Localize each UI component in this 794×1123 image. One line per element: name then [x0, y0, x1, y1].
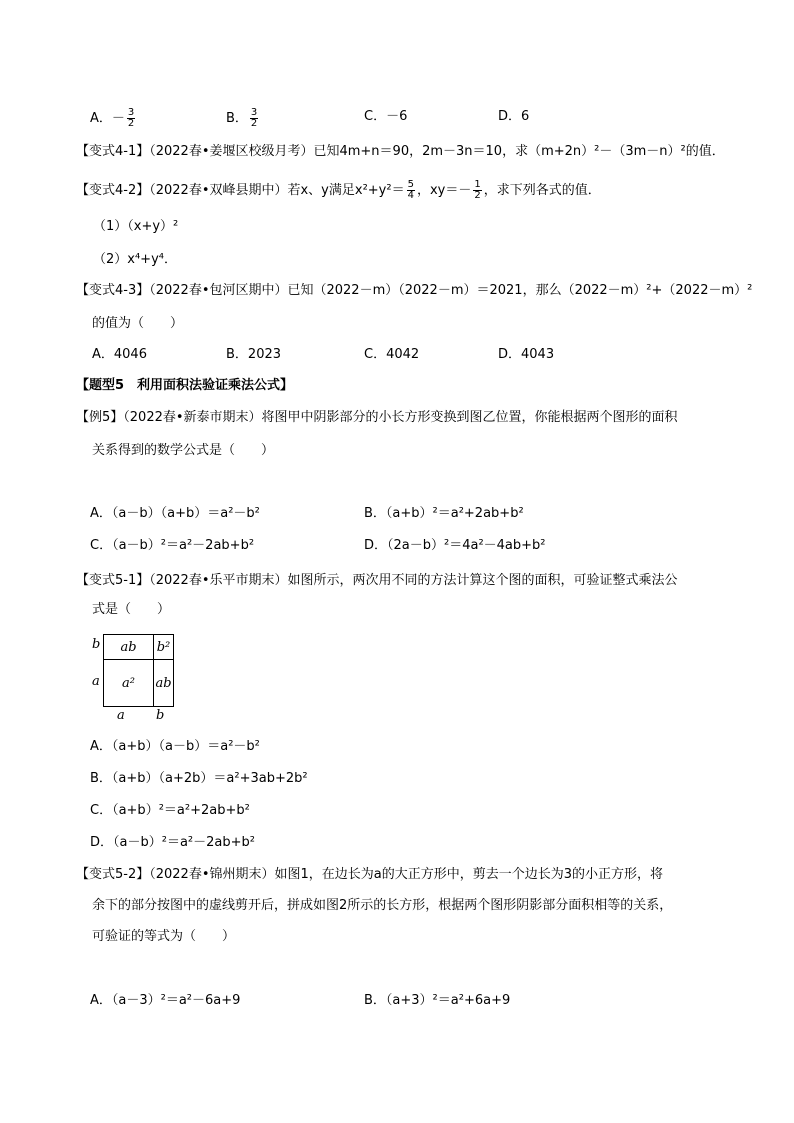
fraction-numerator: 1	[474, 179, 481, 190]
variant-4-3-line2: 的值为（ ）	[92, 316, 184, 331]
option-b: B．（a+b）（a+2b）＝a²+3ab+2b²	[90, 771, 308, 786]
fraction-denominator: 2	[127, 118, 135, 129]
cell-ab-right: ab	[153, 659, 174, 707]
option-d: D．6	[498, 109, 530, 124]
option-d: D．（2a－b）²＝4a²－4ab+b²	[364, 538, 546, 553]
option-d: D．4043	[498, 347, 555, 362]
fraction-denominator: 2	[474, 190, 481, 201]
fraction-1-2	[473, 180, 481, 201]
option-c: C．（a+b）²＝a²+2ab+b²	[90, 803, 250, 818]
option-c: C．4042	[364, 347, 420, 362]
option-b-fraction	[250, 108, 258, 129]
label-left-b: b	[92, 637, 101, 652]
label-bottom-b: b	[156, 708, 165, 723]
variant-4-1: 【变式4-1】（2022春•姜堰区校级月考）已知4m+n＝90，2m－3n＝10，求（m+2n）²－（3m－n）²的值．	[76, 144, 725, 159]
section-title-5: 【题型5 利用面积法验证乘法公式】	[76, 378, 294, 393]
label-left-a: a	[92, 674, 100, 689]
option-a	[90, 108, 137, 129]
option-b: B．（a+3）²＝a²+6a+9	[364, 993, 511, 1008]
fraction-5-4	[407, 180, 415, 201]
option-b-prefix: B．	[226, 111, 248, 126]
fraction-numerator: 3	[250, 107, 258, 118]
option-a: A．4046	[92, 347, 147, 362]
option-a: A．（a－3）²＝a²－6a+9	[90, 993, 241, 1008]
cell-a-squared: a²	[103, 659, 154, 707]
variant-4-2-text-end: ，求下列各式的值．	[483, 183, 601, 198]
variant-4-2-text-mid: ，xy＝－	[416, 183, 472, 198]
example-5-line2: 关系得到的数学公式是（ ）	[92, 443, 275, 458]
option-b: B．（a+b）²＝a²+2ab+b²	[364, 506, 524, 521]
option-a: A．（a+b）（a－b）＝a²－b²	[90, 739, 260, 754]
option-a-fraction	[127, 108, 135, 129]
option-c: C．（a－b）²＝a²－2ab+b²	[90, 538, 255, 553]
variant-4-2-text: 【变式4-2】（2022春•双峰县期中）若x、y满足x²+y²＝	[76, 183, 405, 198]
example-5-line1: 【例5】（2022春•新泰市期末）将图甲中阴影部分的小长方形变换到图乙位置，你能根据两个图形的面积	[76, 410, 678, 425]
cell-b-squared: b²	[153, 634, 174, 660]
variant-4-3-line1: 【变式4-3】（2022春•包河区期中）已知（2022－m）（2022－m）＝2021，那么（2022－m）²+（2022－m）²	[76, 283, 753, 298]
option-a: A．（a－b）（a+b）＝a²－b²	[90, 506, 260, 521]
variant-4-2-sub1: （1）（x+y）²	[93, 219, 179, 234]
fraction-denominator: 4	[407, 190, 414, 201]
fraction-denominator: 2	[250, 118, 258, 129]
variant-5-2-line3: 可验证的等式为（ ）	[92, 929, 236, 944]
variant-5-2-line1: 【变式5-2】（2022春•锦州期末）如图1，在边长为a的大正方形中，剪去一个边长为3的小正方形，将	[76, 867, 663, 882]
fraction-numerator: 3	[127, 107, 135, 118]
variant-5-1-line2: 式是（ ）	[92, 602, 171, 617]
label-bottom-a: a	[117, 708, 125, 723]
variant-4-2	[76, 180, 601, 201]
variant-5-1-line1: 【变式5-1】（2022春•乐平市期末）如图所示，两次用不同的方法计算这个图的面积，可验证整式乘法公	[76, 573, 678, 588]
variant-4-2-sub2: （2）x⁴+y⁴．	[93, 252, 177, 267]
option-b	[226, 108, 260, 129]
option-b: B．2023	[226, 347, 282, 362]
fraction-numerator: 5	[407, 179, 414, 190]
variant-5-2-line2: 余下的部分按图中的虚线剪开后，拼成如图2所示的长方形，根据两个图形阴影部分面积相等的关系，	[92, 898, 673, 913]
option-c: C．－6	[364, 109, 408, 124]
cell-ab-top: ab	[103, 634, 154, 660]
option-d: D．（a－b）²＝a²－2ab+b²	[90, 835, 255, 850]
option-a-prefix: A．－	[90, 111, 125, 126]
